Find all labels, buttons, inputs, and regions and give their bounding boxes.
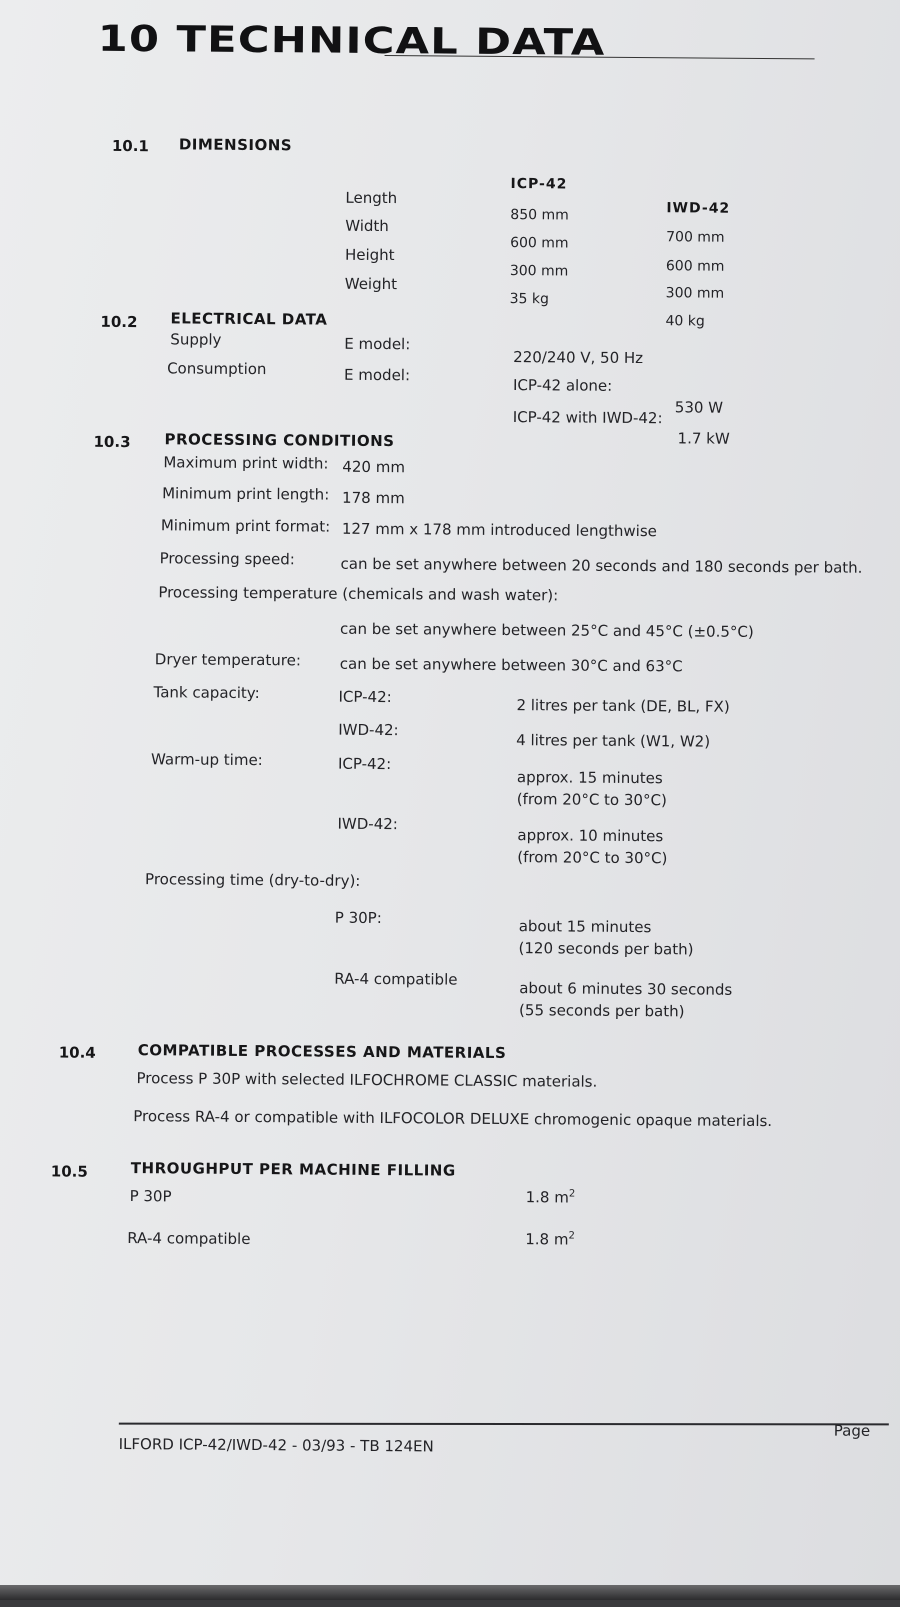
- dim-label-width: Width: [345, 216, 389, 236]
- dim-iwd-width: 600 mm: [665, 258, 725, 275]
- consumption-with-label: ICP-42 with IWD-42:: [512, 408, 663, 428]
- supply-label: Supply: [170, 330, 222, 349]
- warmup-iwd-value-1: approx. 10 minutes: [517, 826, 664, 846]
- dim-label-weight: Weight: [344, 274, 398, 294]
- max-width-label: Maximum print width:: [163, 453, 329, 473]
- process-temp-value: can be set anywhere between 25°C and 45°C (±0.5°C): [340, 619, 754, 641]
- warmup-icp-value-2: (from 20°C to 30°C): [516, 790, 667, 810]
- tank-icp-label: ICP-42:: [338, 687, 392, 707]
- column-header-iwd42: IWD-42: [666, 200, 731, 217]
- min-length-value: 178 mm: [342, 488, 405, 508]
- processing-time-p30p-label: P 30P:: [334, 908, 382, 928]
- column-header-icp42: ICP-42: [510, 176, 568, 193]
- processing-time-ra4-value-1: about 6 minutes 30 seconds: [519, 979, 733, 999]
- speed-value: can be set anywhere between 20 seconds and 180 seconds per bath.: [340, 554, 863, 577]
- min-format-value: 127 mm x 178 mm introduced lengthwise: [341, 519, 658, 541]
- processing-time-p30p-value-1: about 15 minutes: [518, 917, 652, 937]
- dryer-temp-label: Dryer temperature:: [154, 650, 302, 670]
- consumption-model: E model:: [343, 365, 411, 385]
- processing-time-ra4-label: RA-4 compatible: [334, 969, 458, 989]
- throughput-ra4-value: 1.8 $m^2$: [525, 1230, 575, 1249]
- consumption-alone-value: 530 W: [674, 398, 724, 417]
- warmup-label: Warm-up time:: [150, 750, 263, 770]
- dim-icp-weight: 35 kg: [509, 291, 549, 308]
- compatible-line-2: Process RA-4 or compatible with ILFOCOLOR DELUXE chromogenic opaque materials.: [133, 1107, 773, 1131]
- tank-iwd-label: IWD-42:: [338, 720, 399, 740]
- dim-iwd-weight: 40 kg: [665, 313, 705, 330]
- dim-label-length: Length: [345, 188, 398, 208]
- section-number-10-2: 10.2: [100, 312, 138, 332]
- supply-model: E model:: [344, 334, 411, 354]
- processing-time-label: Processing time (dry-to-dry):: [145, 870, 361, 890]
- dim-icp-height: 300 mm: [509, 263, 569, 280]
- warmup-iwd-value-2: (from 20°C to 30°C): [517, 848, 668, 868]
- dryer-temp-value: can be set anywhere between 30°C and 63°C: [339, 654, 683, 676]
- dim-label-height: Height: [344, 245, 395, 265]
- supply-value: 220/240 V, 50 Hz: [513, 348, 644, 368]
- warmup-icp-value-1: approx. 15 minutes: [516, 768, 663, 788]
- section-heading-electrical: ELECTRICAL DATA: [170, 309, 328, 329]
- section-heading-throughput: THROUGHPUT PER MACHINE FILLING: [130, 1159, 456, 1180]
- warmup-iwd-label: IWD-42:: [337, 814, 398, 834]
- process-temp-label: Processing temperature (chemicals and wash water):: [158, 583, 559, 605]
- processing-time-ra4-value-2: (55 seconds per bath): [519, 1001, 685, 1021]
- section-heading-compatible: COMPATIBLE PROCESSES AND MATERIALS: [137, 1041, 507, 1063]
- max-width-value: 420 mm: [342, 457, 406, 477]
- warmup-icp-label: ICP-42:: [337, 754, 392, 774]
- section-number-10-3: 10.3: [93, 432, 131, 452]
- speed-label: Processing speed:: [159, 549, 295, 569]
- footer-document-id: ILFORD ICP-42/IWD-42 - 03/93 - TB 124EN: [118, 1434, 434, 1456]
- section-heading-dimensions: DIMENSIONS: [178, 135, 293, 155]
- tank-iwd-value: 4 litres per tank (W1, W2): [516, 731, 711, 751]
- consumption-with-value: 1.7 kW: [677, 429, 730, 448]
- section-number-10-5: 10.5: [50, 1162, 88, 1181]
- dim-icp-length: 850 mm: [510, 207, 569, 224]
- page-title: 10 TECHNICAL DATA: [97, 18, 606, 64]
- consumption-label: Consumption: [167, 359, 267, 379]
- processing-time-p30p-value-2: (120 seconds per bath): [518, 939, 694, 959]
- throughput-p30p-value: 1.8 $m^2$: [525, 1188, 576, 1207]
- throughput-ra4-label: RA-4 compatible: [127, 1229, 251, 1249]
- footer-page-label: Page: [833, 1421, 871, 1440]
- tank-capacity-label: Tank capacity:: [153, 683, 260, 703]
- dim-iwd-height: 300 mm: [665, 285, 725, 302]
- dim-iwd-length: 700 mm: [666, 229, 725, 246]
- section-number-10-4: 10.4: [58, 1043, 96, 1062]
- consumption-alone-label: ICP-42 alone:: [512, 376, 613, 395]
- section-number-10-1: 10.1: [111, 136, 149, 156]
- min-length-label: Minimum print length:: [162, 484, 330, 504]
- dim-icp-width: 600 mm: [510, 235, 569, 252]
- section-heading-processing: PROCESSING CONDITIONS: [164, 430, 395, 451]
- compatible-line-1: Process P 30P with selected ILFOCHROME CLASSIC materials.: [136, 1069, 598, 1091]
- footer-rule: [119, 1423, 889, 1426]
- min-format-label: Minimum print format:: [160, 516, 331, 536]
- tank-icp-value: 2 litres per tank (DE, BL, FX): [516, 696, 730, 716]
- throughput-p30p-label: P 30P: [129, 1187, 172, 1206]
